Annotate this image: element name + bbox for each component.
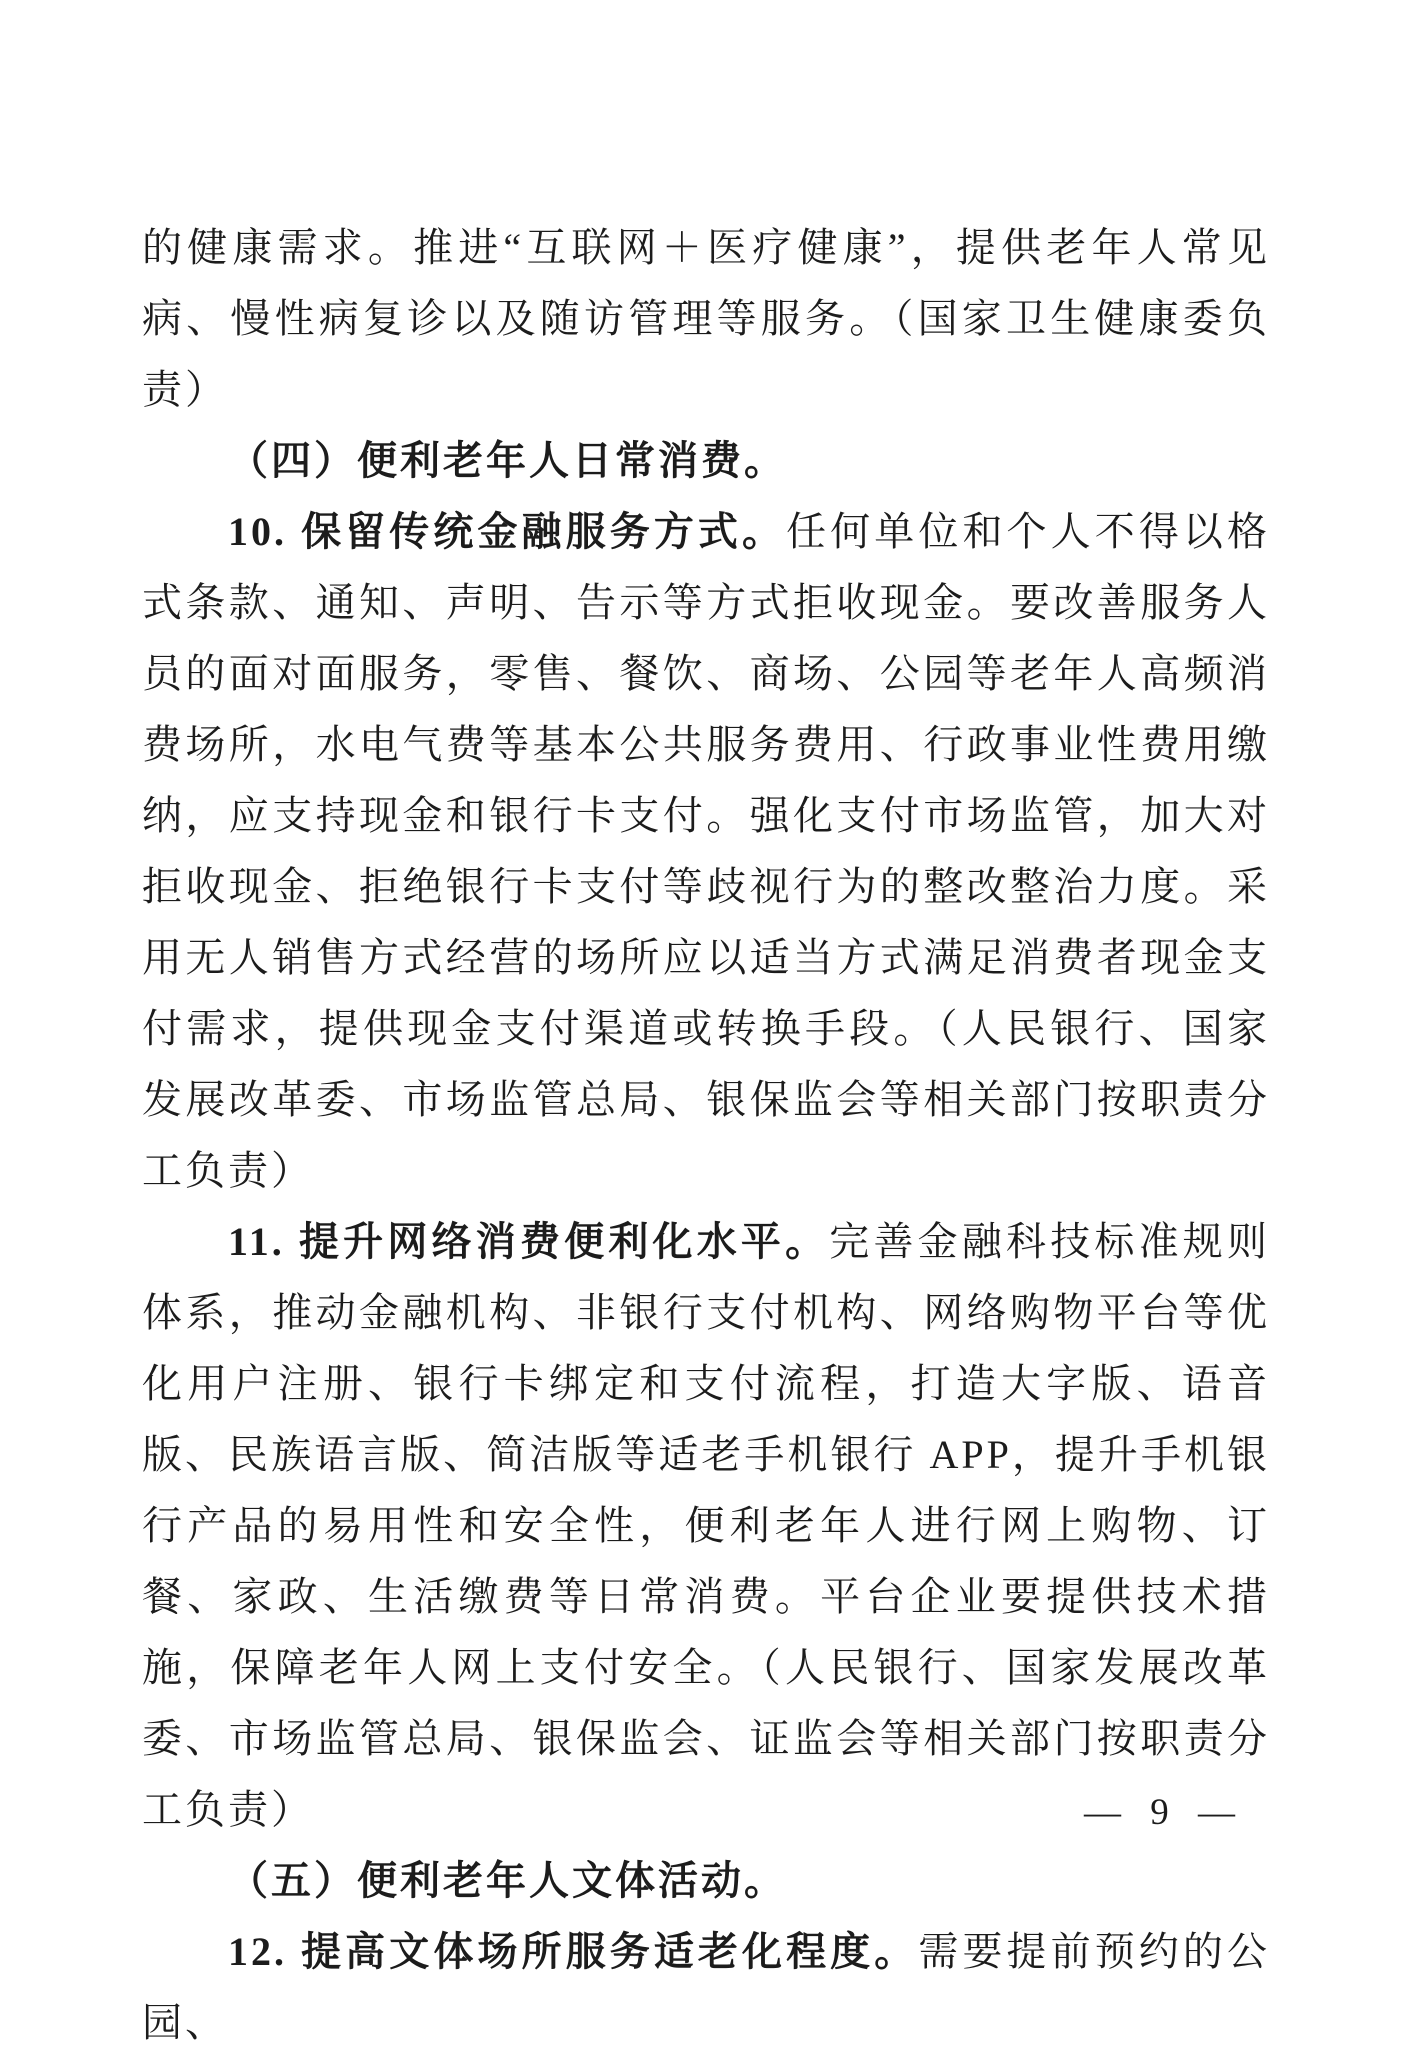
item-10-body: 任何单位和个人不得以格式条款、通知、声明、告示等方式拒收现金。要改善服务人员的面对面服务，零售、餐饮、商场、公园等老年人高频消费场所，水电气费等基本公共服务费用、行政事业性费用缴纳，应支持现金和银行卡支付。强化支付市场监管，加大对拒收现金、拒绝银行卡支付等歧视行为的整改整治力度。采用无人销售方式经营的场所应以适当方式满足消费者现金支付需求，提供现金支付渠道或转换手段。（人民银行、国家发展改革委、市场监管总局、银保监会等相关部门按职责分工负责）	[142, 509, 1271, 1193]
item-12-lead: 12. 提高文体场所服务适老化程度。	[228, 1929, 919, 1974]
item-12-paragraph	[142, 1916, 1270, 2058]
item-10-lead: 10. 保留传统金融服务方式。	[228, 509, 787, 554]
section-heading-5-text: （五）便利老年人文体活动。	[228, 1858, 787, 1903]
continuation-paragraph-text: 的健康需求。推进“互联网＋医疗健康”，提供老年人常见病、慢性病复诊以及随访管理等服务。（国家卫生健康委负责）	[142, 225, 1270, 412]
item-11-paragraph	[142, 1206, 1270, 1845]
section-heading-4	[142, 425, 1270, 496]
item-11-lead: 11. 提升网络消费便利化水平。	[228, 1219, 830, 1264]
document-content	[142, 212, 1270, 2058]
item-10-paragraph	[142, 496, 1270, 1206]
section-heading-5	[142, 1845, 1270, 1916]
page-number: — 9 —	[1084, 1792, 1245, 1833]
item-11-body: 完善金融科技标准规则体系，推动金融机构、非银行支付机构、网络购物平台等优化用户注册、银行卡绑定和支付流程，打造大字版、语音版、民族语言版、简洁版等适老手机银行 APP，提升手机银行产品的易用性和安全性，便利老年人进行网上购物、订餐、家政、生活缴费等日常消费。平台企业要提供技术措施，保障老年人网上支付安全。（人民银行、国家发展改革委、市场监管总局、银保监会、证监会等相关部门按职责分工负责）	[142, 1219, 1271, 1832]
section-heading-4-text: （四）便利老年人日常消费。	[228, 438, 787, 483]
item-12-body: 需要提前预约的公园、	[142, 1929, 1271, 2045]
continuation-paragraph	[142, 212, 1270, 425]
